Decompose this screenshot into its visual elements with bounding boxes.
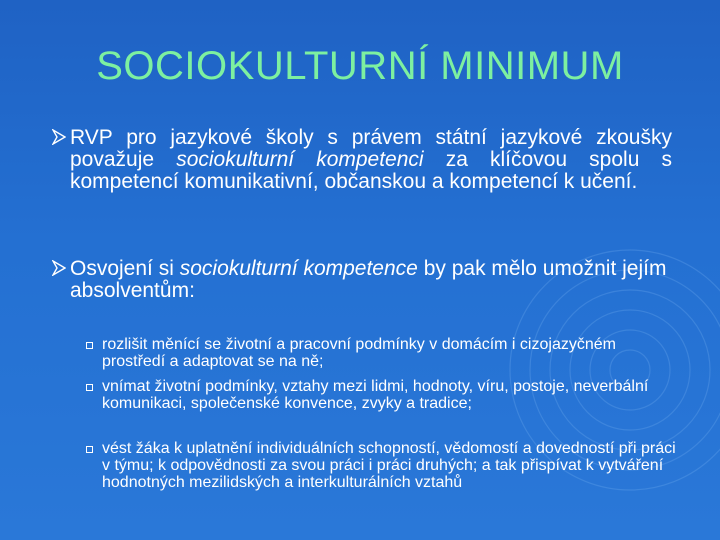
bullet-osvojeni-text-b: by pak mělo umožnit jejím absolventům:	[70, 257, 667, 302]
subitem-rozlisit	[86, 336, 676, 370]
bullet-osvojeni-emphasis: sociokulturní kompetence	[179, 257, 418, 280]
square-bullet-icon	[86, 446, 93, 453]
bullet-rvp	[52, 127, 672, 193]
bullet-rvp-emphasis: sociokulturní kompetenci	[176, 148, 424, 171]
bullet-osvojeni	[52, 258, 672, 302]
slide-title: SOCIOKULTURNÍ MINIMUM	[96, 44, 624, 88]
bullet-osvojeni-text	[70, 258, 672, 302]
bullet-rvp-text-a: RVP pro jazykové školy s právem státní jazykové zkoušky považuje	[70, 126, 672, 171]
bullet-rvp-text-b: za klíčovou spolu s kompetencí komunikativní, občanskou a kompetencí k učení.	[70, 148, 672, 193]
square-bullet-icon	[86, 342, 93, 349]
bullet-osvojeni-text-a: Osvojení si	[70, 257, 180, 280]
square-bullet-icon	[86, 384, 93, 391]
subitem-vnimat	[86, 378, 676, 412]
subitem-vest	[86, 440, 676, 491]
subitem-text: vnímat životní podmínky, vztahy mezi lidmi, hodnoty, víru, postoje, neverbální komunikaci, společenské konvence, zvyky a tradice;	[102, 378, 649, 412]
subitem-text: vést žáka k uplatnění individuálních schopností, vědomostí a dovedností při práci v týmu; k odpovědnosti za svou práci i práci druhých; a tak přispívat k vytváření hodnotných mezilidských a interkulturálních vztahů	[102, 440, 676, 491]
arrowhead-bullet-icon	[52, 129, 66, 145]
arrowhead-bullet-icon	[52, 260, 66, 276]
bullet-rvp-text	[70, 127, 672, 193]
subitem-text: rozlišit měnící se životní a pracovní podmínky v domácím i cizojazyčném prostředí a adaptovat se na ně;	[102, 336, 616, 370]
